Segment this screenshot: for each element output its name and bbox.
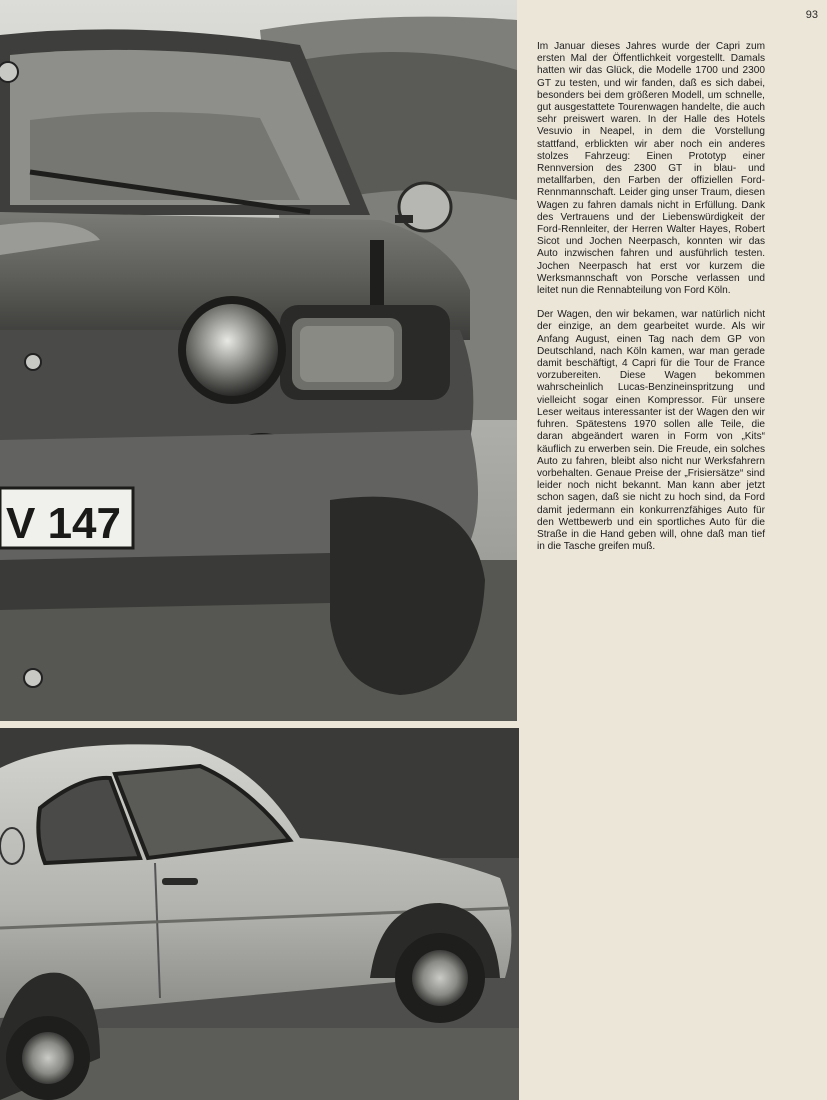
photo-car-front	[0, 0, 517, 721]
photo-car-side	[0, 728, 519, 1100]
page-number: 93	[805, 9, 818, 21]
article-paragraph: Im Januar dieses Jahres wurde der Capri zum ersten Mal der Öffentlichkeit vorgestellt. Damals hatten wir das Glück, die Modelle 1700 und 2300 GT zu testen, und wir fanden, daß es sich dabei, besonders bei dem größeren Modell, um schnelle, gut ausgestattete Tourenwagen handelte, die auch sehr preiswert waren. In der Halle des Hotels Vesuvio in Neapel, in dem die Vorstellung stattfand, erblickten wir aber noch ein anderes stolzes Fahrzeug: Einen Prototyp einer Rennversion des 2300 GT in blau- und metallfarben, den Farben der offiziellen Ford-Rennmannschaft. Leider ging unser Traum, diesen Wagen zu fahren damals nicht in Erfüllung. Dank des Vertrauens und der Liebenswürdigkeit der Ford-Rennleiter, der Herren Walter Hayes, Robert Sicot und Jochen Neerpasch, konnten wir das Auto inzwischen fahren und ausführlich testen. Jochen Neerpasch hat erst vor kurzem die Werksmannschaft von Porsche verlassen und leitet nun die Rennabteilung von Ford Köln.	[537, 41, 765, 297]
article-paragraph: Der Wagen, den wir bekamen, war natürlich nicht der einzige, an dem gearbeitet wurde. Als wir Anfang August, einen Tag nach dem GP von Deutschland, nach Köln kamen, war man gerade damit beschäftigt, 4 Capri für die Tour de France vorzubereiten. Diese Wagen bekommen wahrscheinlich Lucas-Benzineinspritzung und vielleicht sogar einen Kompressor. Für unsere Leser weitaus interessanter ist der Wagen den wir fuhren. Spätestens 1970 sollen alle Teile, die daran abgeändert waren in Form von „Kits“ käuflich zu erwerben sein. Die Freude, ein solches Auto zu fahren, bleibt also nicht nur Werksfahrern vorbehalten. Genaue Preise der „Frisiersätze“ sind leider noch nicht bekannt. Man kann aber jetzt schon sagen, daß sie nicht zu hoch sind, da Ford damit jedermann ein konkurrenzfähiges Auto für den Wettbewerb und ein sportliches Auto für die Straße in die Hand geben will, ohne daß man tief in die Tasche greifen muß.	[537, 309, 765, 553]
licence-plate-text: V 147	[6, 499, 121, 548]
article-text-column	[537, 41, 765, 565]
